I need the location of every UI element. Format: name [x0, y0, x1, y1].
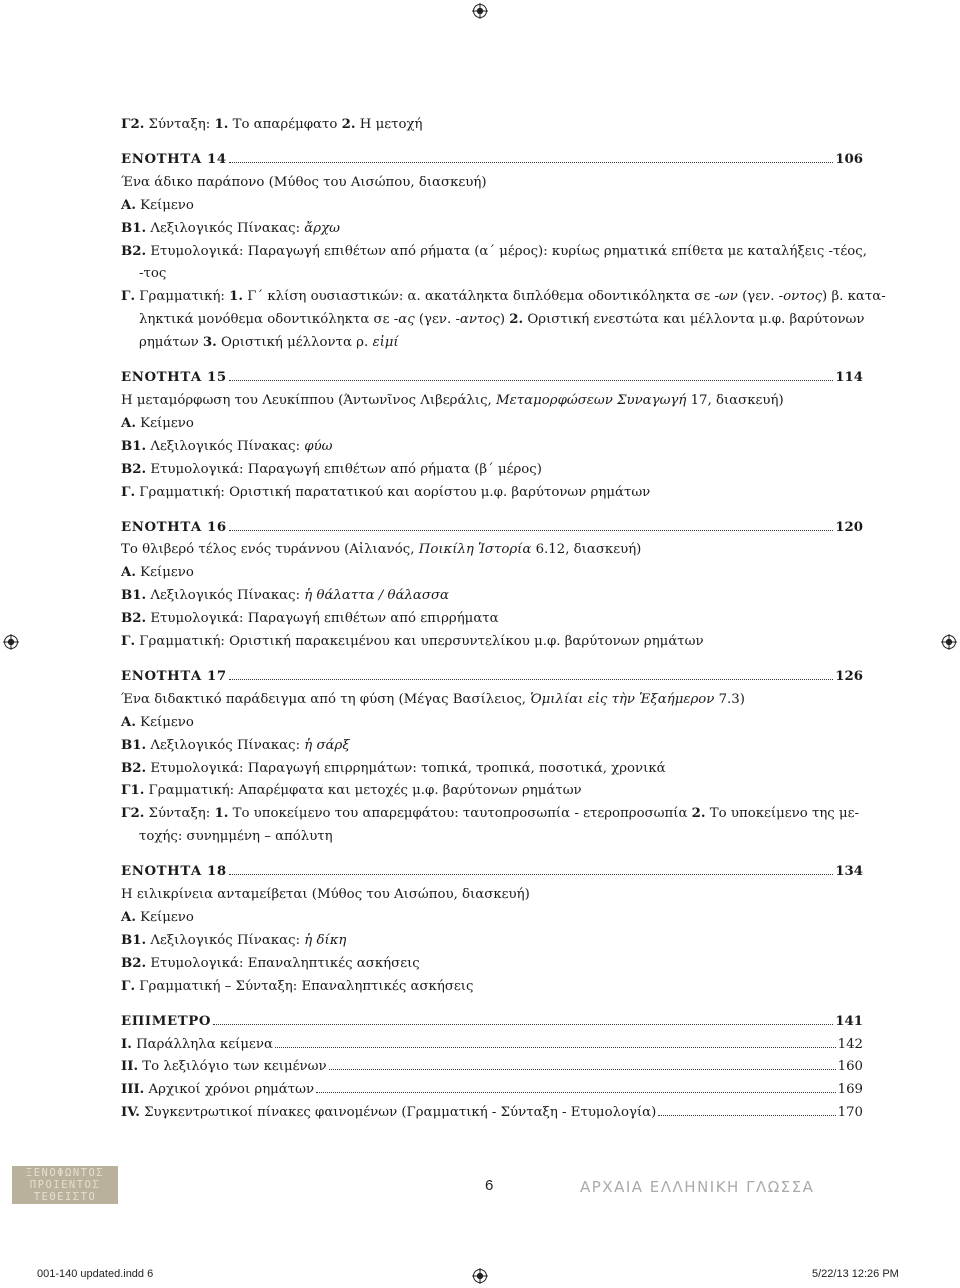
toc-text: 1. [214, 117, 229, 132]
toc-text: Ένα διδακτικό παράδειγμα από τη φύση (Μέγας Βασίλειος, [121, 691, 531, 707]
section-title: ΕΝΟΤΗΤΑ 16 [121, 519, 227, 535]
toc-text: Γραμματική: Οριστική παρακειμένου και υπερσυντελίκου μ.φ. βαρύτονων ρημάτων [135, 634, 704, 650]
appendix-item-page: 169 [837, 1082, 863, 1098]
footer-logo-line: ΞΕΝΟΦΩΝΤΟΣ [25, 1167, 105, 1179]
toc-text: Γ2. [121, 117, 145, 132]
appendix-item-number: IV. [121, 1105, 140, 1121]
toc-text: 2. [691, 806, 706, 822]
appendix-item-number: III. [121, 1082, 145, 1098]
toc-text: Κείμενο [135, 714, 194, 730]
toc-text: ληκτικά μονόθεμα οδοντικόληκτα σε [139, 312, 394, 328]
toc-text: Ετυμολογικά: Παραγωγή επιθέτων από επιρρήματα [146, 611, 499, 627]
toc-text: Σύνταξη: [144, 117, 215, 132]
toc-text: Β2. [121, 611, 147, 627]
unit-heading [121, 861, 863, 884]
toc-line [121, 413, 863, 436]
toc-text: Α. [121, 910, 136, 925]
toc-text: φύω [304, 438, 333, 454]
toc-text: -ων [714, 289, 738, 305]
unit-18-section [121, 861, 863, 998]
toc-line [121, 218, 863, 241]
toc-text: (γεν. [414, 312, 456, 328]
toc-text: ) [499, 312, 510, 328]
appendix-item-text: Αρχικοί χρόνοι ρημάτων [144, 1082, 315, 1098]
section-title: ΕΠΙΜΕΤΡΟ [121, 1013, 212, 1029]
toc-line [121, 758, 863, 781]
toc-text: τοχής: συνημμένη – απόλυτη [139, 829, 333, 845]
toc-text: Ετυμολογικά: Παραγωγή επιθέτων από ρήματα (β΄ μέρος) [146, 461, 542, 477]
toc-line [121, 803, 863, 826]
toc-text: Β1. [121, 932, 147, 948]
toc-text: Κείμενο [135, 415, 194, 431]
toc-line [121, 286, 886, 309]
toc-text: Το υποκείμενο της με- [705, 806, 859, 822]
toc-text: ρημάτων [139, 335, 203, 351]
toc-text: Α. [121, 197, 136, 213]
dot-leader [229, 874, 834, 875]
toc-text: Γ. [121, 289, 136, 305]
unit-heading [121, 666, 863, 689]
table-of-contents [121, 114, 886, 1125]
toc-text: Λεξιλογικός Πίνακας: [146, 588, 305, 604]
toc-text: ) β. κατα- [822, 289, 886, 305]
unit-15-section [121, 367, 863, 504]
unit-heading [121, 367, 863, 390]
toc-text: Οριστική ενεστώτα και μέλλοντα μ.φ. βαρύτονων [523, 312, 865, 328]
section-page-number: 126 [835, 668, 863, 684]
appendix-item-title [121, 1102, 656, 1125]
toc-line [121, 826, 863, 849]
toc-text: Β1. [121, 438, 147, 454]
toc-text: Ποικίλη Ἱστορία [418, 542, 532, 558]
toc-text: 1. [214, 806, 229, 822]
toc-text: 2. [341, 117, 356, 132]
toc-text: Ὁμιλίαι εἰς τὴν Ἑξαήμερον [530, 691, 715, 707]
appendix-item-number: I. [121, 1036, 132, 1052]
toc-line [121, 436, 863, 459]
toc-text: Οριστική μέλλοντα ρ. [216, 335, 373, 351]
toc-text: Η μεταμόρφωση του Λευκίππου (Άντωνῖνος Λιβεράλις, [121, 392, 497, 408]
toc-text: Ετυμολογικά: Παραγωγή επιρρημάτων: τοπικά, τροπικά, ποσοτικά, χρονικά [146, 760, 666, 776]
page-number: 6 [485, 1177, 494, 1194]
toc-line [121, 735, 863, 758]
toc-text: ἡ δίκη [304, 932, 347, 948]
toc-text: Λεξιλογικός Πίνακας: [146, 438, 305, 454]
toc-text: Γ. [121, 634, 136, 650]
toc-text: Γ1. [121, 783, 145, 799]
toc-text: -τος [139, 266, 167, 282]
toc-text: Κείμενο [135, 910, 194, 925]
toc-text: ἡ σάρξ [304, 737, 350, 753]
footer-logo-line: ΤΕΘΕΙΣΤΟ [33, 1191, 97, 1203]
appendix-item [121, 1034, 863, 1057]
toc-text: Γραμματική: Οριστική παρατατικού και αορίστου μ.φ. βαρύτονων ρημάτων [135, 484, 651, 500]
toc-text: 1. [229, 289, 244, 305]
toc-line [121, 689, 863, 712]
appendix-item-title [121, 1056, 327, 1079]
appendix-item-text: Το λεξιλόγιο των κειμένων [138, 1059, 327, 1075]
toc-text: -αντος [455, 312, 500, 328]
toc-text: Κείμενο [135, 565, 194, 581]
toc-text: 3. [202, 335, 217, 351]
registration-mark-left-icon [3, 634, 19, 650]
toc-text: Γ. [121, 484, 136, 500]
toc-text: Η ειλικρίνεια ανταμείβεται (Μύθος του Αισώπου, διασκευή) [121, 887, 530, 903]
footer-logo-line: ΠΡΟΙΕΝΤΟΣ [29, 1179, 101, 1191]
appendix-item-number: II. [121, 1059, 139, 1075]
toc-text: Το απαρέμφατο [228, 117, 342, 132]
registration-mark-bottom-icon [472, 1268, 488, 1284]
section-title: ΕΝΟΤΗΤΑ 15 [121, 370, 227, 386]
toc-text: Το θλιβερό τέλος ενός τυράννου (Αἰλιανός, [121, 542, 419, 558]
section-page-number: 134 [835, 864, 863, 880]
toc-text: Ένα άδικο παράπονο (Μύθος του Αισώπου, διασκευή) [121, 174, 487, 190]
toc-text: Γραμματική: Απαρέμφατα και μετοχές μ.φ. βαρύτονων ρημάτων [144, 783, 582, 799]
appendix-heading [121, 1011, 863, 1034]
toc-line [121, 332, 863, 355]
unit-17-section [121, 666, 863, 849]
dot-leader [229, 679, 834, 680]
toc-line [121, 172, 863, 195]
toc-line [121, 780, 863, 803]
appendix-item-title [121, 1034, 273, 1057]
toc-line [121, 585, 863, 608]
unit-heading [121, 149, 863, 172]
appendix-item-page: 142 [837, 1036, 863, 1052]
toc-text: Μεταμορφώσεων Συναγωγή [496, 392, 687, 408]
toc-line [121, 953, 863, 976]
toc-text: Λεξιλογικός Πίνακας: [146, 932, 305, 948]
toc-text: Γ΄ κλίση ουσιαστικών: α. ακατάληκτα διπλόθεμα οδοντικόληκτα σε [243, 289, 715, 305]
toc-text: Α. [121, 415, 136, 431]
toc-line [121, 976, 863, 999]
toc-text: Γ2. [121, 806, 145, 822]
appendix-item [121, 1102, 863, 1125]
toc-text: Β2. [121, 461, 147, 477]
toc-text: Α. [121, 565, 136, 581]
toc-text: Σύνταξη: [144, 806, 215, 822]
toc-text: 2. [509, 312, 524, 328]
toc-text: 7.3) [714, 691, 745, 707]
appendix-item-text: Συγκεντρωτικοί πίνακες φαινομένων (Γραμματική - Σύνταξη - Ετυμολογία) [139, 1105, 657, 1121]
toc-line [121, 930, 863, 953]
toc-line [121, 608, 863, 631]
toc-text: 17, διασκευή) [686, 392, 784, 408]
dot-leader [229, 162, 834, 163]
toc-text: Κείμενο [135, 197, 194, 213]
dot-leader [229, 380, 834, 381]
toc-line [121, 562, 863, 585]
unit-heading [121, 517, 863, 540]
toc-text: Β1. [121, 220, 147, 236]
toc-line [121, 459, 863, 482]
appendix-item-text: Παράλληλα κείμενα [131, 1036, 273, 1052]
toc-continuation [121, 114, 863, 137]
toc-text: Το υποκείμενο του απαρεμφάτου: ταυτοπροσωπία - ετεροπροσωπία [228, 806, 692, 822]
appendix-item-title [121, 1079, 314, 1102]
toc-text: ἄρχω [304, 220, 340, 236]
toc-text: Β2. [121, 243, 147, 259]
toc-line [121, 712, 863, 735]
toc-text: Β2. [121, 760, 147, 776]
toc-line [121, 241, 867, 264]
dot-leader [275, 1047, 836, 1048]
section-title: ΕΝΟΤΗΤΑ 17 [121, 668, 227, 684]
toc-text: Λεξιλογικός Πίνακας: [146, 737, 305, 753]
toc-text: Λεξιλογικός Πίνακας: [146, 220, 305, 236]
dot-leader [213, 1024, 833, 1025]
toc-text: 6.12, διασκευή) [531, 542, 642, 558]
unit-14-section [121, 149, 886, 355]
toc-line [121, 482, 863, 505]
section-page-number: 120 [835, 519, 863, 535]
running-title: ΑΡΧΑΙΑ ΕΛΛΗΝΙΚΗ ΓΛΩΣΣΑ [580, 1178, 815, 1196]
appendix-item-page: 170 [837, 1105, 863, 1121]
toc-text: (γεν. [737, 289, 779, 305]
dot-leader [329, 1069, 836, 1070]
toc-line [121, 263, 863, 286]
section-page-number: 106 [835, 151, 863, 167]
toc-text: Β1. [121, 588, 147, 604]
toc-text: Β2. [121, 955, 147, 971]
dot-leader [229, 530, 834, 531]
toc-line [121, 195, 863, 218]
toc-text: Γραμματική: [135, 289, 230, 305]
toc-line [121, 390, 863, 413]
toc-line [121, 114, 863, 137]
toc-text: Γραμματική – Σύνταξη: Επαναληπτικές ασκήσεις [135, 978, 474, 994]
toc-text: -οντος [778, 289, 823, 305]
toc-text: ἡ θάλαττα / θάλασσα [304, 588, 450, 604]
appendix-item [121, 1056, 863, 1079]
footer-logo [12, 1166, 118, 1204]
appendix-section [121, 1011, 863, 1126]
toc-line [121, 309, 863, 332]
registration-mark-top-icon [472, 3, 488, 19]
section-page-number: 114 [835, 370, 863, 386]
unit-16-section [121, 517, 863, 654]
appendix-item [121, 1079, 863, 1102]
toc-text: Η μετοχή [355, 117, 423, 132]
slug-timestamp: 5/22/13 12:26 PM [812, 1268, 899, 1280]
toc-text: Α. [121, 714, 136, 730]
dot-leader [316, 1092, 836, 1093]
slug-filename: 001-140 updated.indd 6 [37, 1268, 154, 1280]
toc-text: Γ. [121, 978, 136, 994]
appendix-item-page: 160 [837, 1059, 863, 1075]
dot-leader [658, 1115, 835, 1116]
toc-text: -ας [393, 312, 415, 328]
toc-line [121, 884, 863, 907]
section-title: ΕΝΟΤΗΤΑ 18 [121, 864, 227, 880]
toc-text: Β1. [121, 737, 147, 753]
toc-text: Ετυμολογικά: Παραγωγή επιθέτων από ρήματα (α΄ μέρος): κυρίως ρηματικά επίθετα με καταλήξεις -τέος, [146, 243, 867, 259]
toc-text: εἰμί [372, 335, 399, 351]
section-title: ΕΝΟΤΗΤΑ 14 [121, 151, 227, 167]
toc-line [121, 539, 863, 562]
section-page-number: 141 [835, 1013, 863, 1029]
toc-text: Ετυμολογικά: Επαναληπτικές ασκήσεις [146, 955, 420, 971]
toc-line [121, 907, 863, 930]
registration-mark-right-icon [941, 634, 957, 650]
toc-line [121, 631, 863, 654]
